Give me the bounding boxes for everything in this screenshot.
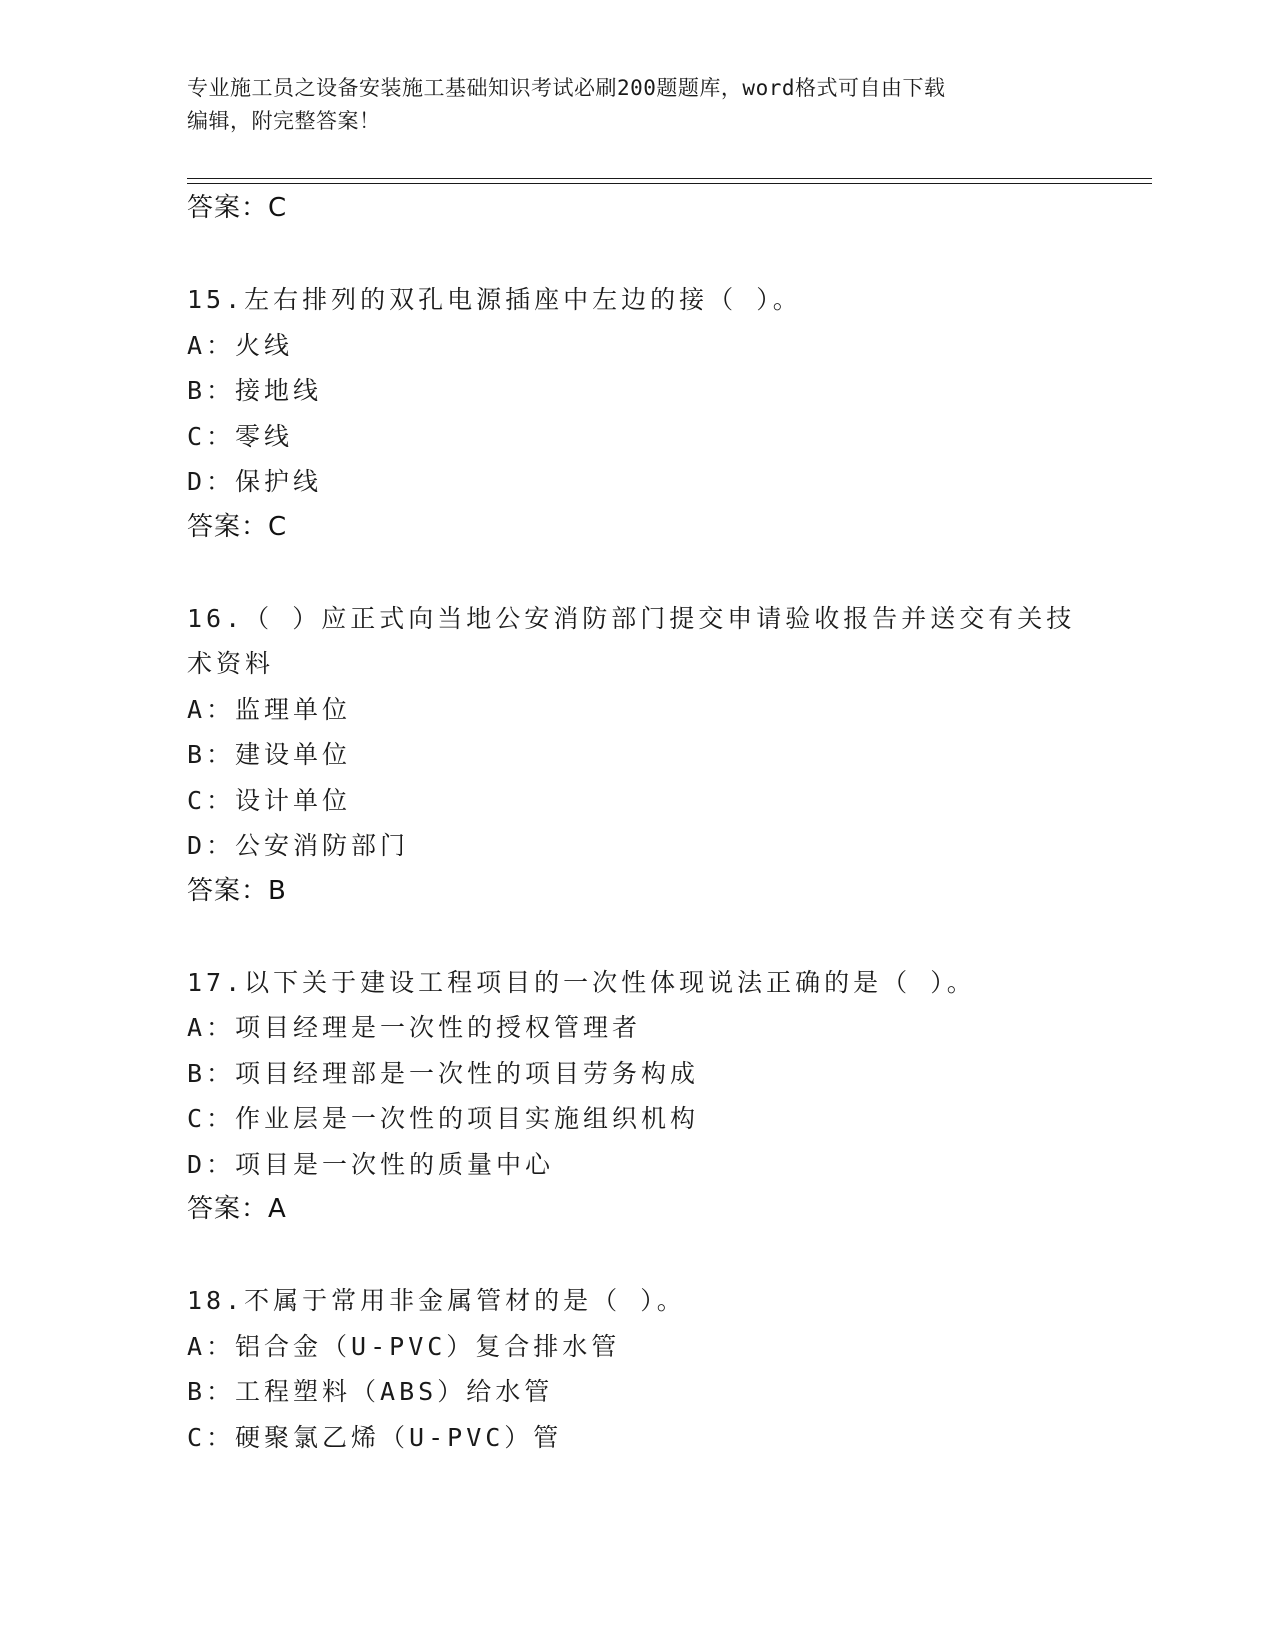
spacer bbox=[187, 550, 1087, 596]
option-c: C：硬聚氯乙烯（U-PVC）管 bbox=[187, 1422, 563, 1452]
option-d: D：保护线 bbox=[187, 467, 323, 496]
header-divider-bottom bbox=[187, 183, 1152, 184]
question-16 bbox=[187, 596, 1087, 915]
spacer bbox=[187, 232, 1087, 278]
option-b: B：工程塑料（ABS）给水管 bbox=[187, 1377, 554, 1406]
question-text: 18.不属于常用非金属管材的是（ ）。 bbox=[187, 1286, 686, 1315]
header-line-1: 专业施工员之设备安装施工基础知识考试必刷200题题库，word格式可自由下载 bbox=[187, 76, 946, 100]
question-text-line-1: 16.（ ）应正式向当地公安消防部门提交申请验收报告并送交有关技 bbox=[187, 603, 1076, 633]
option-c: C：设计单位 bbox=[187, 785, 352, 815]
option-c: C：零线 bbox=[187, 421, 294, 451]
question-text: 15.左右排列的双孔电源插座中左边的接（ ）。 bbox=[187, 285, 802, 314]
answer: 答案：C bbox=[187, 511, 288, 542]
spacer bbox=[187, 914, 1087, 960]
option-b: B：建设单位 bbox=[187, 740, 352, 769]
option-a: A：监理单位 bbox=[187, 694, 352, 724]
question-text: 17.以下关于建设工程项目的一次性体现说法正确的是（ ）。 bbox=[187, 967, 976, 997]
header-divider-top bbox=[187, 178, 1152, 179]
question-17 bbox=[187, 960, 1087, 1233]
document-header bbox=[187, 72, 1067, 138]
answer-14: 答案：C bbox=[187, 193, 288, 223]
question-18 bbox=[187, 1278, 1087, 1460]
option-a: A：项目经理是一次性的授权管理者 bbox=[187, 1013, 642, 1042]
answer: 答案：A bbox=[187, 1194, 287, 1224]
question-text-line-2: 术资料 bbox=[187, 649, 275, 678]
option-b: B：项目经理部是一次性的项目劳务构成 bbox=[187, 1058, 700, 1088]
option-a: A：铝合金（U-PVC）复合排水管 bbox=[187, 1331, 621, 1361]
option-b: B：接地线 bbox=[187, 376, 323, 405]
answer: 答案：B bbox=[187, 875, 287, 906]
option-d: D：项目是一次性的质量中心 bbox=[187, 1149, 555, 1179]
option-a: A：火线 bbox=[187, 330, 294, 360]
option-d: D：公安消防部门 bbox=[187, 831, 410, 860]
question-list bbox=[187, 186, 1087, 1460]
question-15 bbox=[187, 277, 1087, 550]
option-c: C：作业层是一次性的项目实施组织机构 bbox=[187, 1104, 700, 1133]
spacer bbox=[187, 1233, 1087, 1279]
header-line-2: 编辑，附完整答案！ bbox=[187, 109, 381, 133]
